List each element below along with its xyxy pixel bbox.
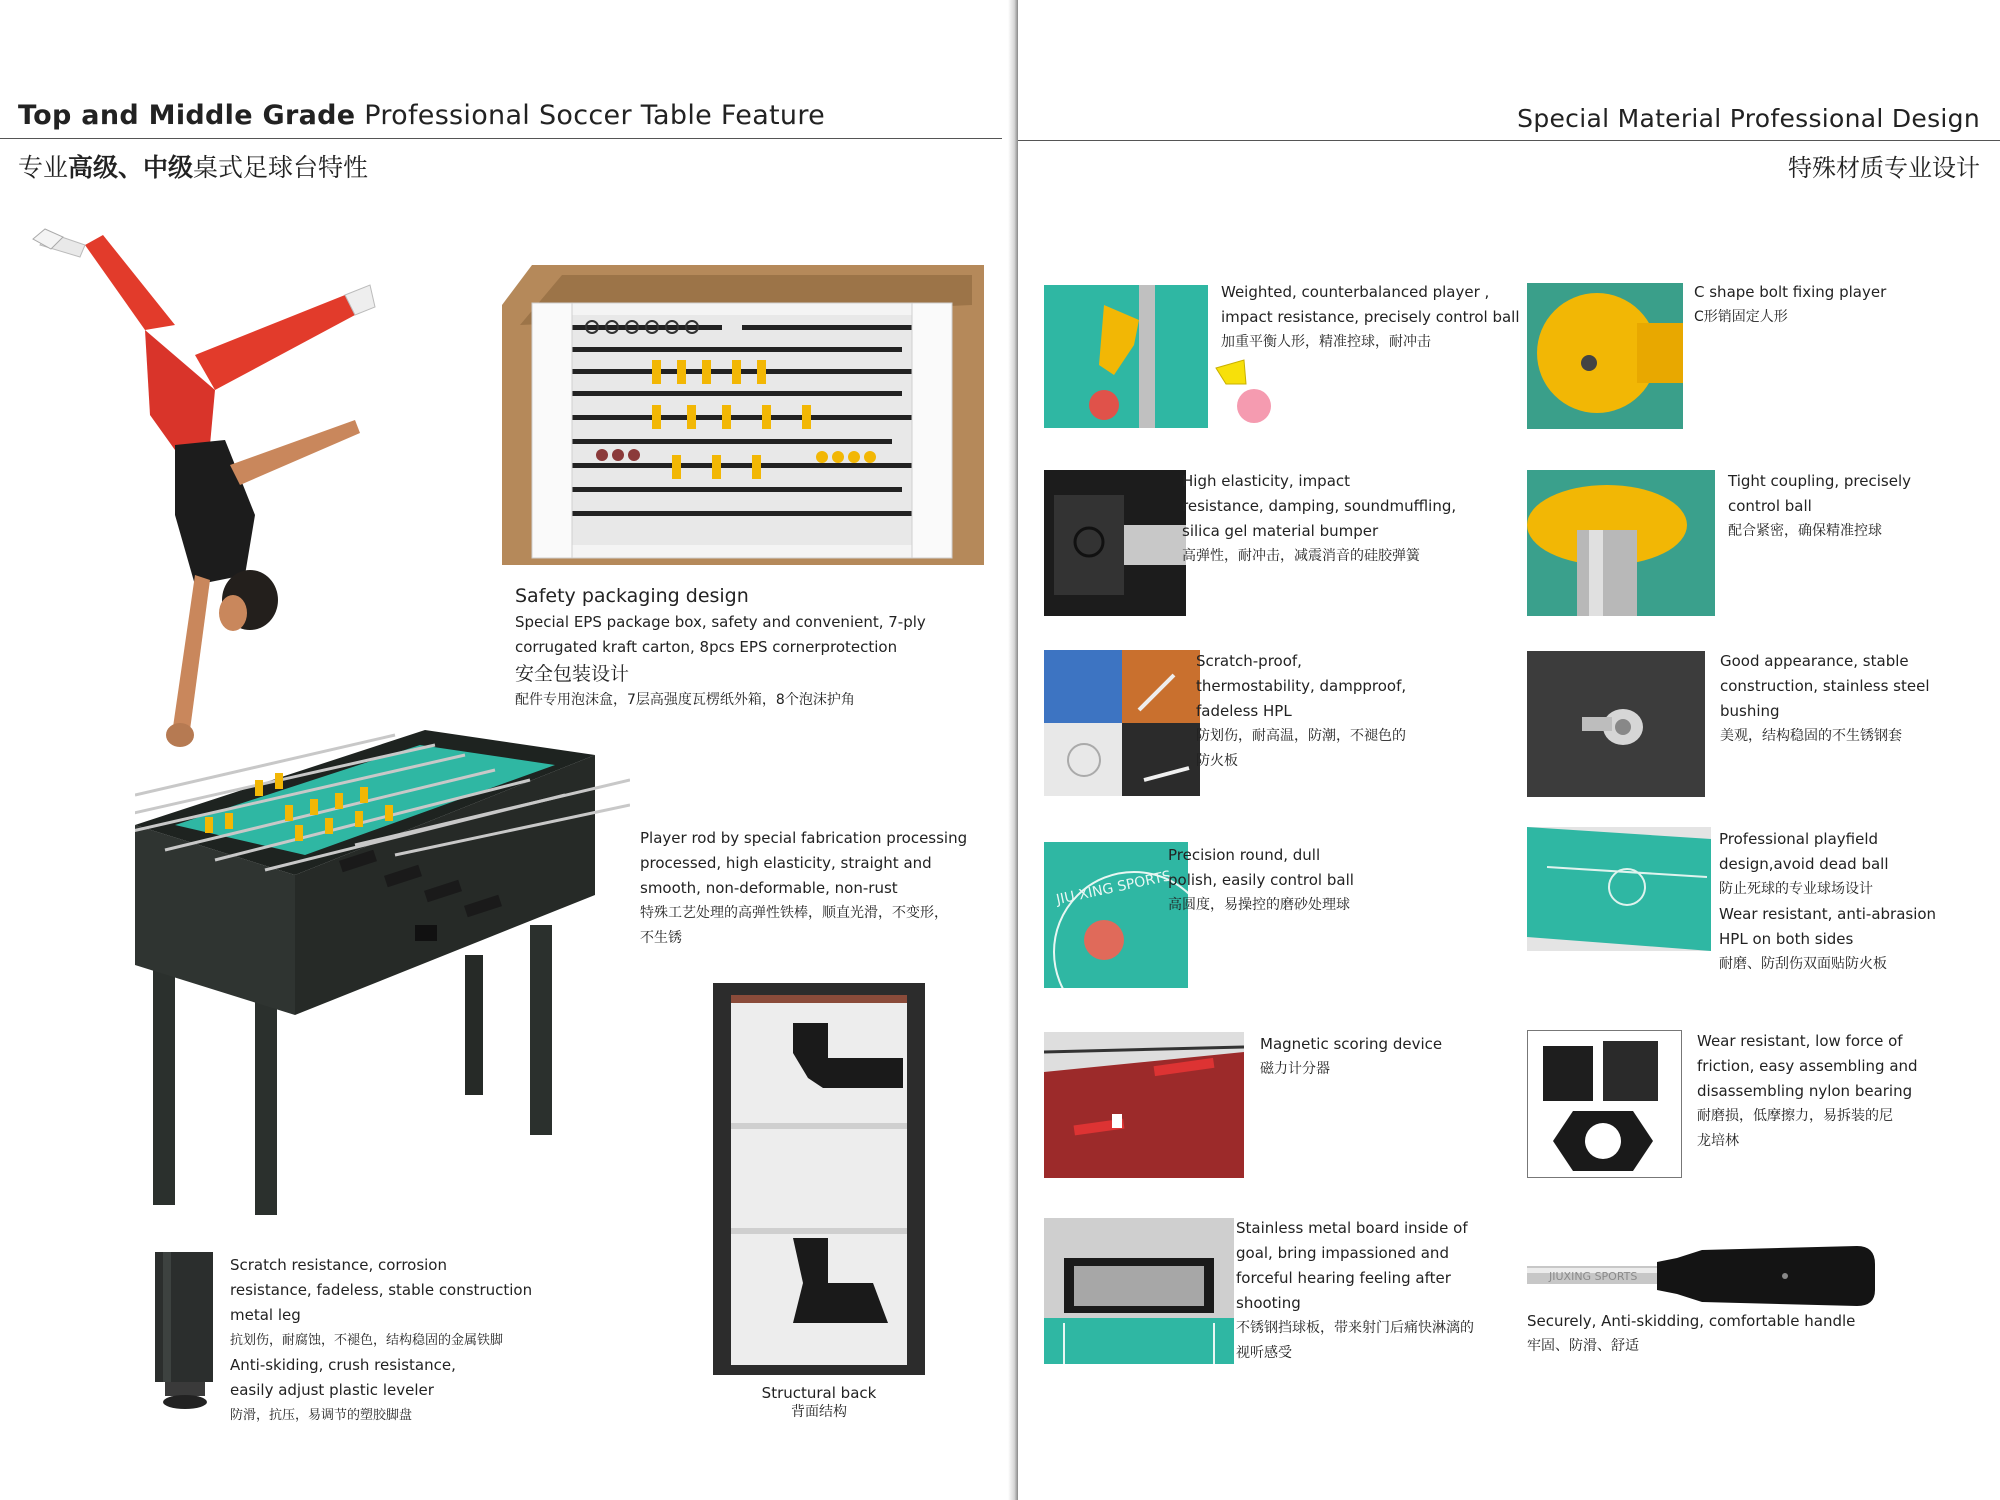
- feature-bearing-cn-2: 龙培林: [1697, 1133, 1739, 1149]
- feature-hpl-line-1: Scratch-proof,: [1196, 652, 1302, 670]
- feature-bushing-caption: [1720, 649, 1990, 749]
- weighted-player-photo: [1044, 285, 1208, 428]
- feature-handle-line-1: Securely, Anti-skidding, comfortable handle: [1527, 1312, 1856, 1330]
- tight-coupling-photo: [1527, 470, 1715, 616]
- right-title-cn: 特殊材质专业设计: [1788, 154, 1980, 182]
- hpl-photo: [1044, 650, 1200, 796]
- feature-cbolt-line-1: C shape bolt fixing player: [1694, 283, 1887, 301]
- feature-hpl-cn-2: 防火板: [1196, 753, 1238, 769]
- feature-playfield-line-4: HPL on both sides: [1719, 930, 1854, 948]
- feature-bumper-line-1: High elasticity, impact: [1182, 472, 1351, 490]
- leg-caption: [230, 1253, 550, 1428]
- feature-goal-cn-1: 不锈钢挡球板，带来射门后痛快淋漓的: [1236, 1320, 1474, 1336]
- feature-bumper-cn: 高弹性，耐冲击，减震消音的硅胶弹簧: [1182, 548, 1420, 564]
- packaging-line-2: corrugated kraft carton, 8pcs EPS cornerprotection: [515, 638, 898, 656]
- feature-goal-cn-2: 视听感受: [1236, 1345, 1292, 1361]
- back-caption: [713, 1384, 925, 1422]
- acrobat-photo: [25, 215, 405, 770]
- feature-scoring-caption: [1260, 1032, 1520, 1082]
- leg-line-4: Anti-skiding, crush resistance,: [230, 1356, 456, 1374]
- goal-board-photo: [1044, 1218, 1234, 1364]
- scoring-device-photo: [1044, 1032, 1244, 1178]
- handle-photo: [1527, 1240, 1887, 1312]
- feature-bearing-line-3: disassembling nylon bearing: [1697, 1082, 1913, 1100]
- feature-ball-cn: 高圆度，易操控的磨砂处理球: [1168, 897, 1350, 913]
- right-header-rule: [1018, 140, 2000, 141]
- rod-line-1: Player rod by special fabrication processing: [640, 829, 968, 847]
- rod-brand-text: JIUXING SPORTS: [1549, 1270, 1638, 1283]
- feature-goal-line-1: Stainless metal board inside of: [1236, 1219, 1468, 1237]
- right-page: [1018, 0, 2000, 1500]
- rod-line-3: smooth, non-deformable, non-rust: [640, 879, 898, 897]
- feature-bumper-line-2: resistance, damping, soundmuffling,: [1182, 497, 1457, 515]
- leg-line-5: easily adjust plastic leveler: [230, 1381, 434, 1399]
- feature-scoring-line-1: Magnetic scoring device: [1260, 1035, 1443, 1053]
- feature-ball-caption: [1168, 843, 1478, 918]
- feature-weighted-line-2: impact resistance, precisely control ball: [1221, 308, 1520, 326]
- feature-bushing-line-3: bushing: [1720, 702, 1780, 720]
- feature-bearing-caption: [1697, 1029, 1977, 1154]
- left-header-rule: [0, 138, 1002, 139]
- playfield-photo: [1527, 827, 1711, 951]
- rod-line-2: processed, high elasticity, straight and: [640, 854, 932, 872]
- ball-brand-text: JIU XING SPORTS: [1054, 868, 1173, 909]
- feature-playfield-line-2: design,avoid dead ball: [1719, 855, 1889, 873]
- steel-bushing-photo: [1527, 651, 1705, 797]
- ball-photo: [1044, 842, 1188, 988]
- weighted-player-detail: [1214, 358, 1292, 428]
- packaging-photo: [502, 265, 984, 565]
- feature-playfield-cn-1: 防止死球的专业球场设计: [1719, 881, 1873, 897]
- c-shape-bolt-photo: [1527, 283, 1683, 429]
- feature-playfield-line-1: Professional playfield: [1719, 830, 1879, 848]
- feature-bushing-line-1: Good appearance, stable: [1720, 652, 1909, 670]
- feature-coupling-line-1: Tight coupling, precisely: [1728, 472, 1911, 490]
- feature-playfield-cn-2: 耐磨、防刮伤双面贴防火板: [1719, 956, 1887, 972]
- feature-bearing-line-1: Wear resistant, low force of: [1697, 1032, 1903, 1050]
- feature-coupling-caption: [1728, 469, 1988, 544]
- feature-goal-line-3: forceful hearing feeling after: [1236, 1269, 1451, 1287]
- back-label-cn: 背面结构: [791, 1404, 847, 1420]
- feature-hpl-line-2: thermostability, dampproof,: [1196, 677, 1407, 695]
- leg-line-3: metal leg: [230, 1306, 301, 1324]
- feature-cbolt-caption: [1694, 280, 1974, 330]
- rod-caption: [640, 826, 1010, 951]
- right-title-en: Special Material Professional Design: [1517, 104, 1980, 133]
- leg-cn-1: 抗划伤，耐腐蚀，不褪色，结构稳固的金属铁脚: [230, 1333, 504, 1348]
- feature-ball-line-1: Precision round, dull: [1168, 846, 1321, 864]
- leg-cn-2: 防滑，抗压，易调节的塑胶脚盘: [230, 1408, 413, 1423]
- feature-playfield-caption: [1719, 827, 1989, 977]
- feature-playfield-line-3: Wear resistant, anti-abrasion: [1719, 905, 1937, 923]
- back-label: Structural back: [761, 1384, 877, 1402]
- packaging-heading-cn: 安全包装设计: [515, 663, 630, 685]
- packaging-heading: Safety packaging design: [515, 585, 749, 607]
- feature-coupling-line-2: control ball: [1728, 497, 1812, 515]
- leg-line-2: resistance, fadeless, stable construction: [230, 1281, 533, 1299]
- feature-scoring-cn: 磁力计分器: [1260, 1061, 1330, 1077]
- rod-cn-2: 不生锈: [640, 930, 682, 946]
- feature-goal-line-2: goal, bring impassioned and: [1236, 1244, 1449, 1262]
- feature-bushing-line-2: construction, stainless steel: [1720, 677, 1930, 695]
- feature-handle-cn: 牢固、防滑、舒适: [1527, 1338, 1639, 1354]
- left-title-cn: 专业高级、中级桌式足球台特性: [18, 153, 369, 182]
- packaging-line-1: Special EPS package box, safety and convenient, 7-ply: [515, 613, 926, 631]
- structural-back-photo: [713, 983, 925, 1375]
- feature-ball-line-2: polish, easily control ball: [1168, 871, 1354, 889]
- feature-bearing-line-2: friction, easy assembling and: [1697, 1057, 1918, 1075]
- left-title-en: Top and Middle Grade Professional Soccer Table Feature: [18, 100, 826, 131]
- rod-cn-1: 特殊工艺处理的高弹性铁棒，顺直光滑，不变形，: [640, 905, 948, 921]
- feature-hpl-line-3: fadeless HPL: [1196, 702, 1292, 720]
- feature-weighted-caption: [1221, 280, 1531, 355]
- feature-goal-caption: [1236, 1216, 1526, 1366]
- feature-weighted-line-1: Weighted, counterbalanced player ,: [1221, 283, 1490, 301]
- feature-goal-line-4: shooting: [1236, 1294, 1301, 1312]
- silica-bumper-photo: [1044, 470, 1186, 616]
- feature-bushing-cn: 美观，结构稳固的不生锈钢套: [1720, 728, 1902, 744]
- feature-hpl-caption: [1196, 649, 1506, 774]
- feature-coupling-cn: 配合紧密，确保精准控球: [1728, 523, 1882, 539]
- packaging-text-cn: 配件专用泡沫盒，7层高强度瓦楞纸外箱，8个泡沫护角: [515, 692, 855, 708]
- metal-leg-photo: [155, 1252, 213, 1410]
- feature-bumper-caption: [1182, 469, 1512, 569]
- feature-handle-caption: [1527, 1309, 1987, 1359]
- feature-weighted-cn: 加重平衡人形，精准控球，耐冲击: [1221, 334, 1431, 350]
- nylon-bearing-photo: [1527, 1030, 1682, 1178]
- packaging-caption: [515, 582, 985, 713]
- leg-line-1: Scratch resistance, corrosion: [230, 1256, 447, 1274]
- soccer-table-photo: [135, 725, 630, 1225]
- feature-cbolt-cn: C形销固定人形: [1694, 309, 1788, 325]
- feature-bearing-cn-1: 耐磨损，低摩擦力，易拆装的尼: [1697, 1108, 1893, 1124]
- feature-bumper-line-3: silica gel material bumper: [1182, 522, 1379, 540]
- feature-hpl-cn-1: 防划伤，耐高温，防潮，不褪色的: [1196, 728, 1406, 744]
